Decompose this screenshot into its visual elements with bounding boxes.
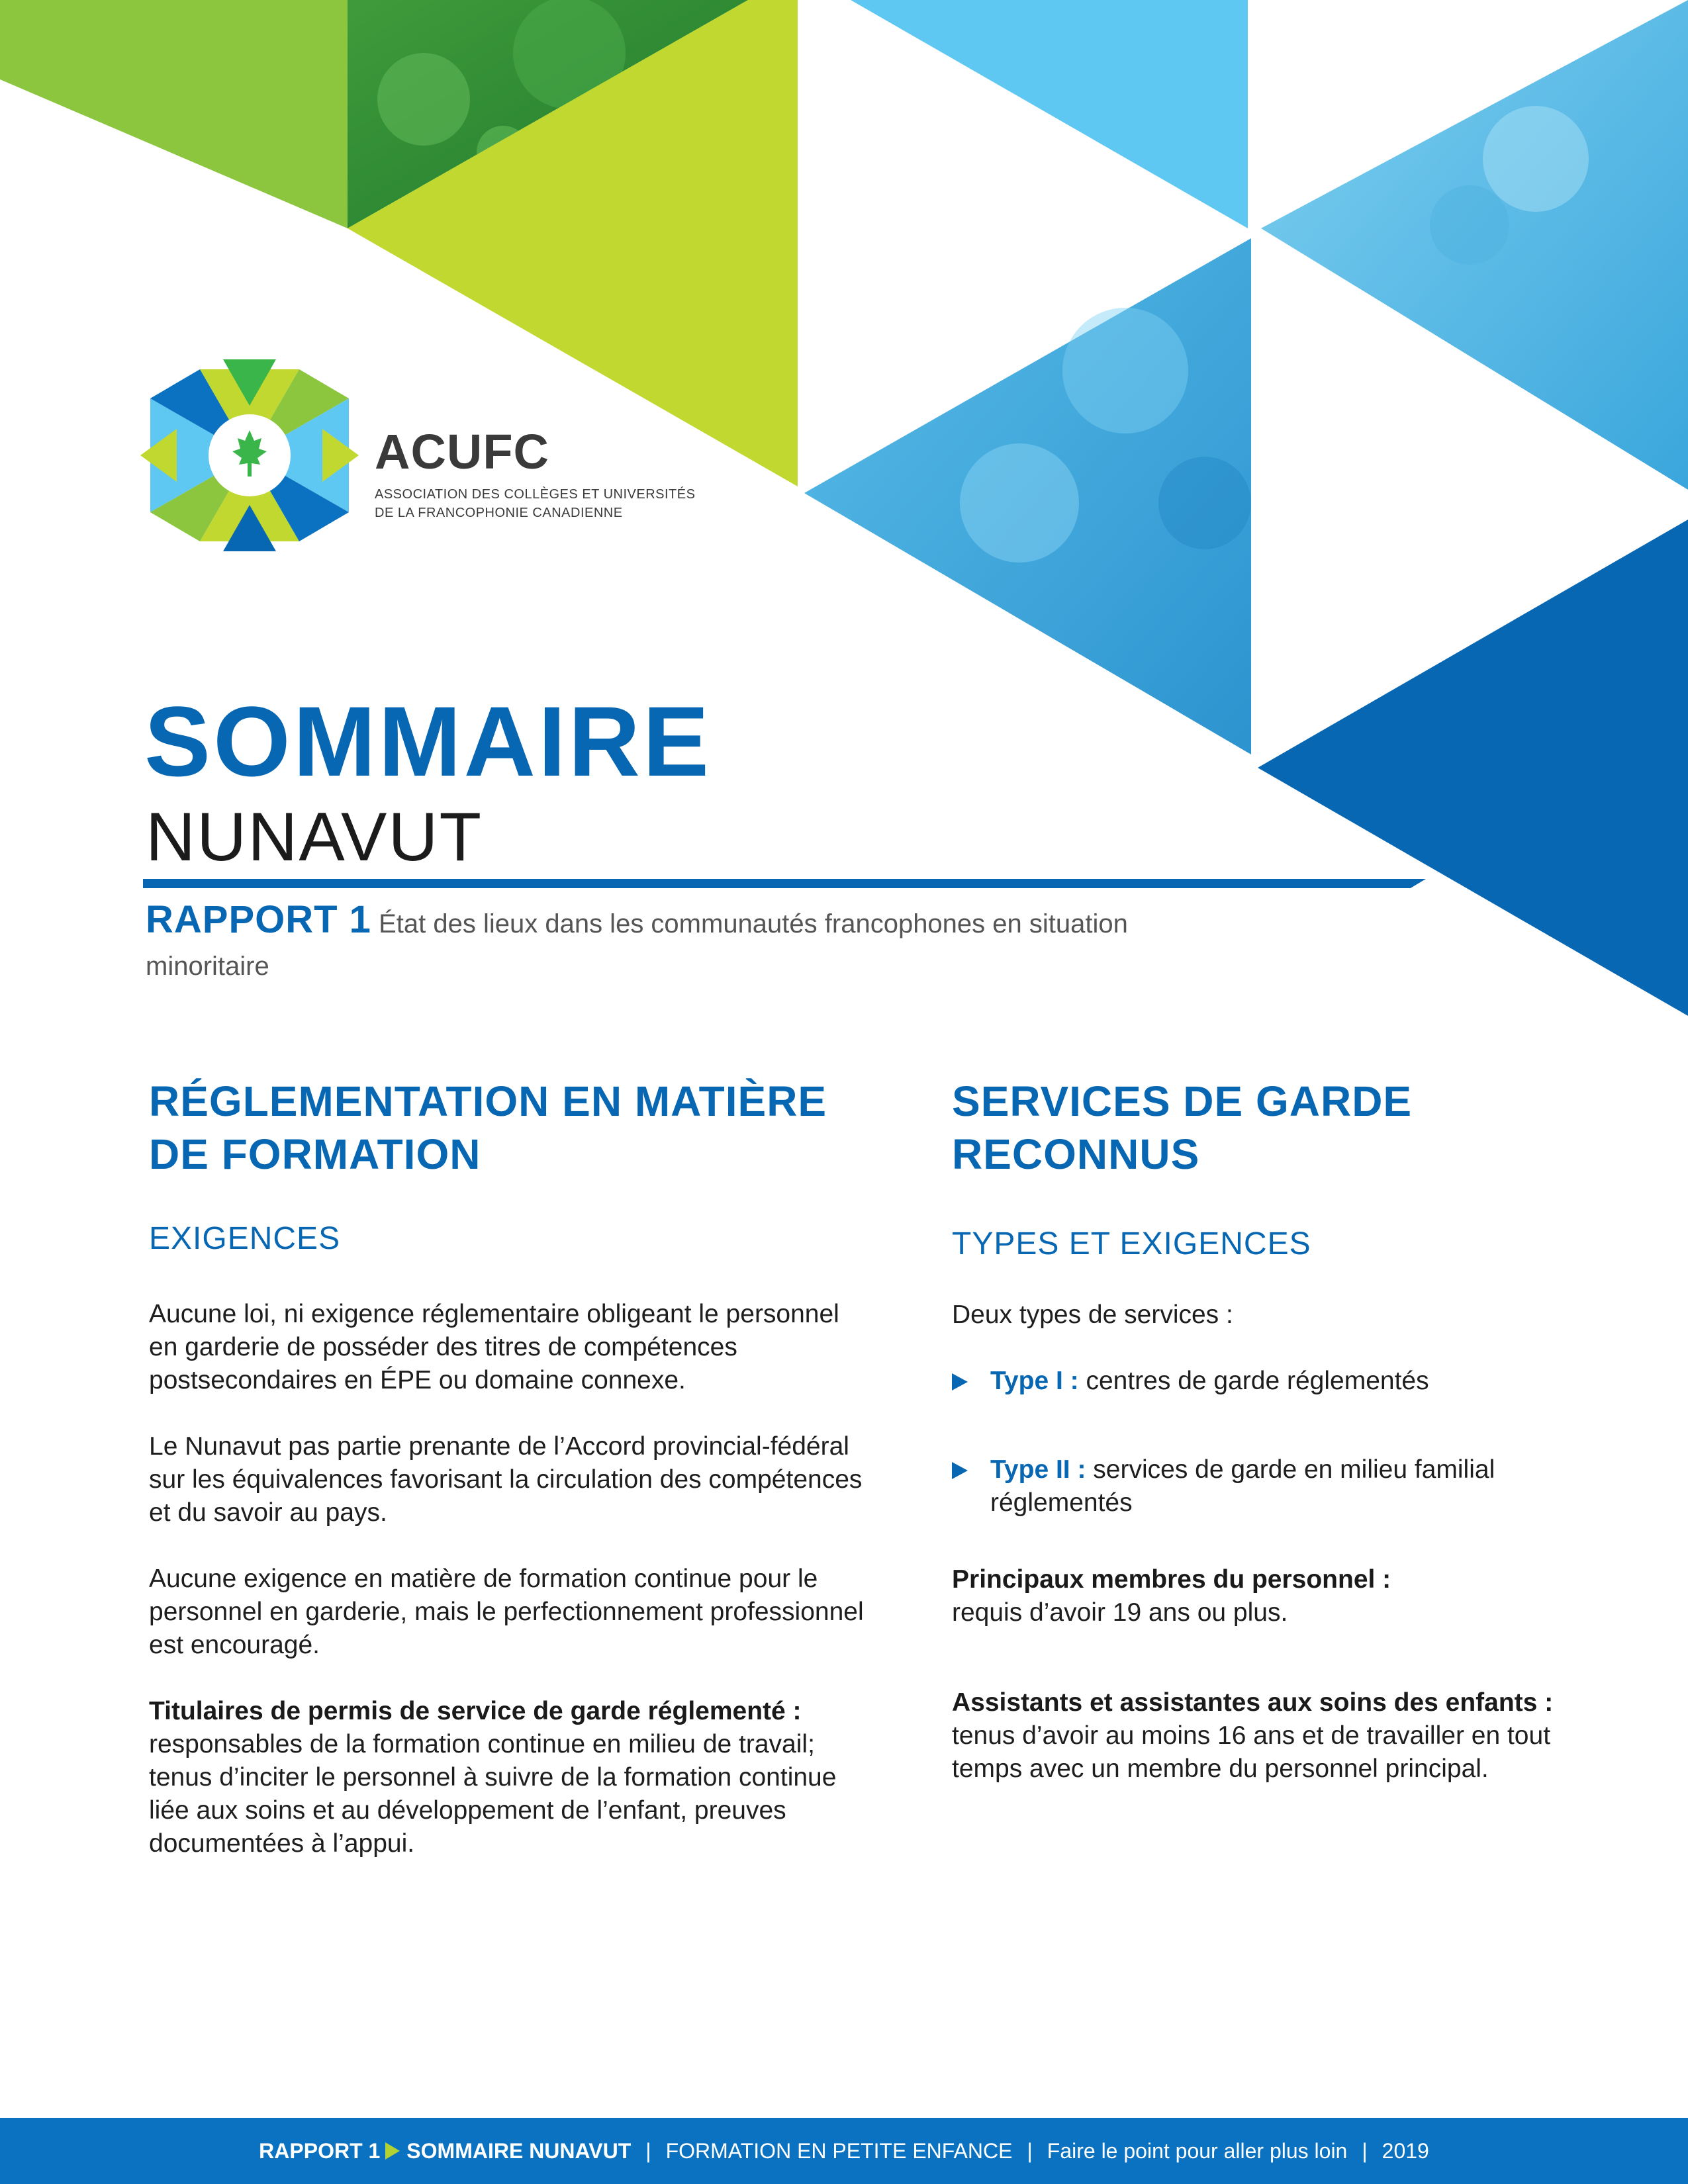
footer-section: FORMATION EN PETITE ENFANCE <box>665 2138 1013 2163</box>
logo-subtitle <box>375 485 695 522</box>
left-paragraph-4-bold: Titulaires de permis de service de garde réglementé : <box>149 1697 802 1725</box>
left-paragraph-3: Aucune exigence en matière de formation continue pour le personnel en garderie, mais le perfectionnement professionnel est encouragé. <box>149 1565 864 1659</box>
green-triangle <box>0 0 348 228</box>
assistants-paragraph <box>952 1686 1614 1786</box>
left-subheading: EXIGENCES <box>149 1221 341 1256</box>
light-blue-triangle <box>851 0 1248 228</box>
header-artwork <box>0 0 1688 1032</box>
report-label: RAPPORT 1 <box>146 898 371 941</box>
left-paragraph-4-text: responsables de la formation continue en milieu de travail; tenus d’inciter le personnel à suivre de la formation continue liée aux soins et au développement de l’enfant, preuves documentées à l’appui. <box>149 1730 837 1858</box>
staff-bold: Principaux membres du personnel : <box>952 1565 1391 1594</box>
footer-separator: | <box>1362 2138 1368 2163</box>
type-2-label: Type II : <box>990 1455 1086 1484</box>
list-item-type-2 <box>952 1453 1614 1520</box>
footer-report: RAPPORT 1 <box>259 2138 381 2163</box>
type-1-text: centres de garde réglementés <box>1078 1367 1429 1395</box>
footer-year: 2019 <box>1382 2138 1429 2163</box>
left-paragraph-2: Le Nunavut pas partie prenante de l’Accord provincial-fédéral sur les équivalences favorisant la circulation des compétences et du savoir au pays. <box>149 1432 863 1527</box>
type-2-text: services de garde en milieu familial réglementés <box>990 1455 1495 1517</box>
logo-name: ACUFC <box>375 424 549 479</box>
report-line <box>146 899 1205 987</box>
logo-subtitle-line2: DE LA FRANCOPHONIE CANADIENNE <box>375 506 623 520</box>
staff-text: requis d’avoir 19 ans ou plus. <box>952 1598 1288 1627</box>
title-rule <box>143 879 1426 888</box>
type-1-label: Type I : <box>990 1367 1079 1395</box>
bullet-triangle-icon <box>952 1462 968 1479</box>
footer-tagline: Faire le point pour aller plus loin <box>1047 2138 1348 2163</box>
footer-summary: SOMMAIRE NUNAVUT <box>406 2138 632 2163</box>
footer-separator: | <box>1027 2138 1033 2163</box>
bullet-triangle-icon <box>952 1373 968 1390</box>
left-paragraph-1: Aucune loi, ni exigence réglementaire obligeant le personnel en garderie de posséder des titres de compétences postsecondaires en ÉPE ou domaine connexe. <box>149 1300 839 1394</box>
page-subtitle: NUNAVUT <box>146 799 483 876</box>
logo-subtitle-line1: ASSOCIATION DES COLLÈGES ET UNIVERSITÉS <box>375 487 696 502</box>
left-column <box>149 1075 870 1860</box>
acufc-logo-icon <box>140 359 359 551</box>
footer-bar <box>0 2118 1688 2184</box>
logo-wordmark <box>375 424 695 522</box>
right-column <box>952 1075 1614 1786</box>
staff-paragraph <box>952 1563 1614 1629</box>
right-heading: SERVICES DE GARDE RECONNUS <box>952 1077 1413 1178</box>
footer-separator: | <box>645 2138 651 2163</box>
report-description: État des lieux dans les communautés francophones en situation minoritaire <box>146 909 1128 981</box>
left-heading: RÉGLEMENTATION EN MATIÈRE DE FORMATION <box>149 1077 827 1178</box>
left-paragraph-4 <box>149 1695 870 1860</box>
assistants-text: tenus d’avoir au moins 16 ans et de travailler en tout temps avec un membre du personnel principal. <box>952 1721 1551 1783</box>
assistants-bold: Assistants et assistantes aux soins des enfants : <box>952 1688 1554 1717</box>
right-intro: Deux types de services : <box>952 1300 1233 1329</box>
list-item-type-1 <box>952 1365 1614 1398</box>
footer-arrow-icon <box>385 2142 400 2160</box>
page-title: SOMMAIRE <box>144 686 712 797</box>
right-subheading: TYPES ET EXIGENCES <box>952 1226 1311 1261</box>
